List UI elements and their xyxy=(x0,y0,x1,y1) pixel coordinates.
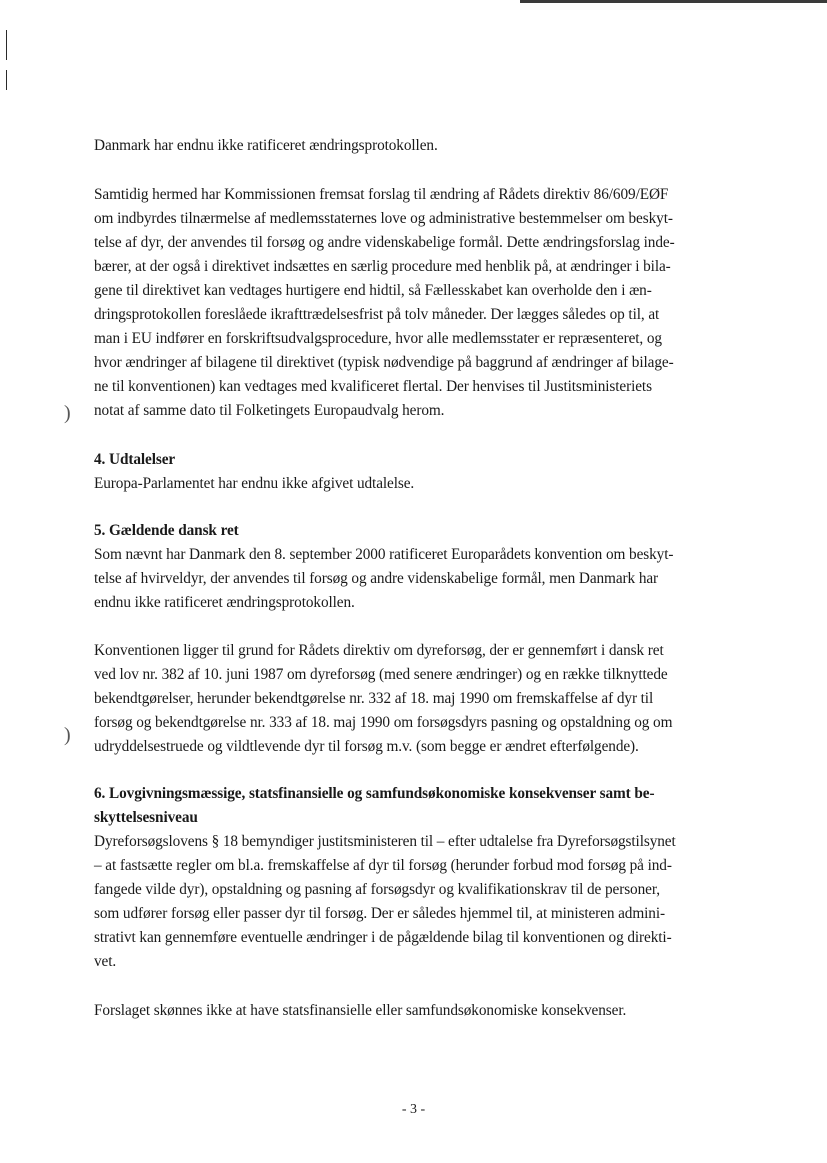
text-line: hvor ændringer af bilagene til direktivet (typisk nødvendige på baggrund af ændringer af bilage- xyxy=(94,354,674,371)
text-line: dringsprotokollen foreslåede ikrafttrædelsesfrist på tolv måneder. Der lægges således op til, at xyxy=(94,306,660,323)
text-line: vet. xyxy=(94,953,117,970)
text-line: udryddelsestruede og vildtlevende dyr til forsøg m.v. (som begge er ændret efterfølgende). xyxy=(94,738,639,755)
text-line: ved lov nr. 382 af 10. juni 1987 om dyreforsøg (med senere ændringer) og en række tilknyttede xyxy=(94,666,668,683)
page-number: - 3 - xyxy=(401,1102,426,1117)
text-line: telse af dyr, der anvendes til forsøg og andre videnskabelige formål. Dette ændringsforslag inde- xyxy=(94,234,675,251)
text-line: bekendtgørelser, herunder bekendtgørelse nr. 332 af 18. maj 1990 om fremskaffelse af dyr til xyxy=(94,690,654,707)
text-line: Danmark har endnu ikke ratificeret ændringsprotokollen. xyxy=(94,137,438,154)
section-heading: skyttelsesniveau xyxy=(94,809,198,826)
text-line: Dyreforsøgslovens § 18 bemyndiger justitsministeren til – efter udtalelse fra Dyreforsøgstilsynet xyxy=(94,833,676,850)
text-line: man i EU indfører en forskriftsudvalgsprocedure, hvor alle medlemsstater er repræsenteret, og xyxy=(94,330,662,347)
paragraph-5b xyxy=(94,639,754,759)
text-line: strativt kan gennemføre eventuelle ændringer i de pågældende bilag til konventionen og direkti- xyxy=(94,929,672,946)
section-heading: 5. Gældende dansk ret xyxy=(94,522,239,539)
text-line: endnu ikke ratificeret ændringsprotokollen. xyxy=(94,594,355,611)
scan-edge-top xyxy=(520,0,827,3)
text-line: Europa-Parlamentet har endnu ikke afgivet udtalelse. xyxy=(94,475,415,492)
margin-bracket-2: ) xyxy=(64,724,71,746)
text-line: forsøg og bekendtgørelse nr. 333 af 18. maj 1990 om forsøgsdyrs pasning og opstaldning og om xyxy=(94,714,673,731)
paragraph-2 xyxy=(94,183,754,423)
scan-edge-left-2 xyxy=(6,70,7,90)
text-line: notat af samme dato til Folketingets Europaudvalg herom. xyxy=(94,402,445,419)
paragraph-6b xyxy=(94,999,754,1023)
text-line: Konventionen ligger til grund for Rådets direktiv om dyreforsøg, der er gennemført i dansk ret xyxy=(94,642,664,659)
text-line: Som nævnt har Danmark den 8. september 2000 ratificeret Europarådets konvention om beskyt- xyxy=(94,546,674,563)
text-line: Forslaget skønnes ikke at have statsfinansielle eller samfundsøkonomiske konsekvenser. xyxy=(94,1002,627,1019)
scan-edge-left-1 xyxy=(6,30,7,60)
section-4 xyxy=(94,448,754,496)
text-line: fangede vilde dyr), opstaldning og pasning af forsøgsdyr og kvalifikationskrav til de personer, xyxy=(94,881,660,898)
text-line: – at fastsætte regler om bl.a. fremskaffelse af dyr til forsøg (herunder forbud mod forsøg på ind- xyxy=(94,857,672,874)
section-5 xyxy=(94,519,754,615)
margin-bracket-1: ) xyxy=(64,402,71,424)
text-line: som udfører forsøg eller passer dyr til forsøg. Der er således hjemmel til, at ministeren admini- xyxy=(94,905,665,922)
text-line: telse af hvirveldyr, der anvendes til forsøg og andre videnskabelige formål, men Danmark har xyxy=(94,570,659,587)
paragraph-1 xyxy=(94,134,754,158)
section-6 xyxy=(94,782,754,974)
text-line: Samtidig hermed har Kommissionen fremsat forslag til ændring af Rådets direktiv 86/609/EØF xyxy=(94,186,669,203)
section-heading: 4. Udtalelser xyxy=(94,451,176,468)
text-line: ne til konventionen) kan vedtages med kvalificeret flertal. Der henvises til Justitsministeriets xyxy=(94,378,652,395)
text-line: bærer, at der også i direktivet indsættes en særlig procedure med henblik på, at ændringer i bila- xyxy=(94,258,671,275)
section-heading: 6. Lovgivningsmæssige, statsfinansielle og samfundsøkonomiske konsekvenser samt be- xyxy=(94,785,655,802)
text-line: gene til direktivet kan vedtages hurtigere end hidtil, så Fællesskabet kan overholde den i æn- xyxy=(94,282,652,299)
text-line: om indbyrdes tilnærmelse af medlemsstaternes love og administrative bestemmelser om beskyt- xyxy=(94,210,673,227)
